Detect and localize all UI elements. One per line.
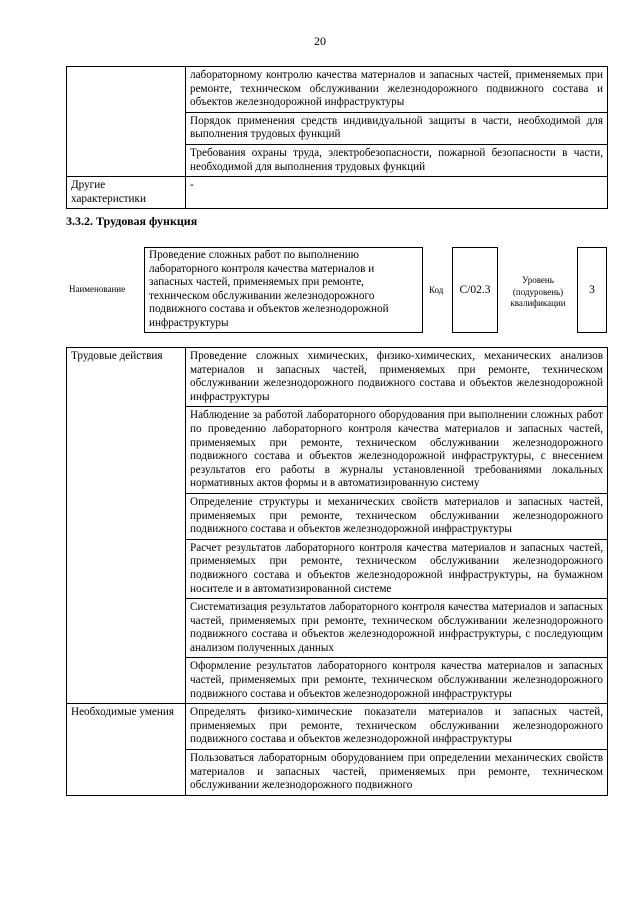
qualification-level-box: 3 (577, 247, 607, 333)
knowledge-table-continuation (66, 66, 608, 209)
labor-function-table (66, 347, 608, 796)
skill-item: Определять физико-химические показатели материалов и запасных частей, применяемых при ремонте, техническом обслуживании железнодорожного подвижного состава и объектов железнодорожной инфраструктуры (186, 704, 608, 750)
table-row (67, 177, 608, 209)
code-value-box: C/02.3 (452, 247, 498, 333)
function-name-box: Проведение сложных работ по выполнению лабораторного контроля качества материалов и запасных частей, применяемых при ремонте, техническом обслуживании железнодорожного подвижного состава и объектов железнодорожной инфраструктуры (144, 247, 423, 333)
skill-item: Пользоваться лабораторным оборудованием при определении механических свойств материалов и запасных частей, применяемых при ремонте, техническом обслуживании железнодорожного подвижного (186, 750, 608, 796)
qualification-level-label: Уровень (подуровень) квалификации (510, 275, 566, 308)
labor-actions-label: Трудовые действия (67, 348, 186, 704)
knowledge-item: лабораторному контролю качества материалов и запасных частей, применяемых при ремонте, техническом обслуживании железнодорожного подвижного состава и объектов железнодорожной инфраструктуры (186, 67, 608, 113)
labor-action-item: Наблюдение за работой лабораторного оборудования при выполнении сложных работ по проведению лабораторного контроля качества материалов и запасных частей, применяемых при ремонте, техническом обслуживании железнодорожного подвижного состава и объектов железнодорожной инфраструктуры, с внесением результатов его работы в журналы установленной требованиями локальных нормативных актов формы и в автоматизированную систему (186, 407, 608, 494)
knowledge-item: Требования охраны труда, электробезопасности, пожарной безопасности в части, необходимой для выполнения трудовых функций (186, 144, 608, 176)
name-label: Наименование (69, 284, 126, 294)
labor-action-item: Систематизация результатов лабораторного контроля качества материалов и запасных частей, применяемых при ремонте, техническом обслуживании железнодорожного подвижного состава и объектов железнодорожной инфраструктуры, с последующим анализом полученных данных (186, 599, 608, 658)
table-row (67, 348, 608, 407)
section-heading: 3.3.2. Трудовая функция (66, 214, 198, 228)
row-label-cell (67, 67, 186, 177)
labor-action-item: Оформление результатов лабораторного контроля качества материалов и запасных частей, применяемых при ремонте, техническом обслуживании железнодорожного подвижного состава и объектов железнодорожной инфраструктуры (186, 658, 608, 704)
labor-action-item: Расчет результатов лабораторного контроля качества материалов и запасных частей, применяемых при ремонте, техническом обслуживании железнодорожного подвижного состава и объектов железнодорожной инфраструктуры, на бумажном носителе и в автоматизированной системе (186, 539, 608, 598)
table-row (67, 704, 608, 750)
knowledge-item: Порядок применения средств индивидуальной защиты в части, необходимой для выполнения трудовых функций (186, 112, 608, 144)
skills-label: Необходимые умения (67, 704, 186, 796)
labor-action-item: Проведение сложных химических, физико-химических, механических анализов материалов и запасных частей, применяемых при ремонте, техническом обслуживании железнодорожного подвижного состава и объектов железнодорожной инфраструктуры (186, 348, 608, 407)
labor-action-item: Определение структуры и механических свойств материалов и запасных частей, применяемых при ремонте, техническом обслуживании железнодорожного подвижного состава и объектов железнодорожной инфраструктуры (186, 493, 608, 539)
page-number: 20 (314, 34, 326, 48)
table-row (67, 67, 608, 113)
code-label: Код (429, 285, 444, 295)
other-characteristics-label: Другие характеристики (67, 177, 186, 209)
other-characteristics-value: - (186, 177, 608, 209)
